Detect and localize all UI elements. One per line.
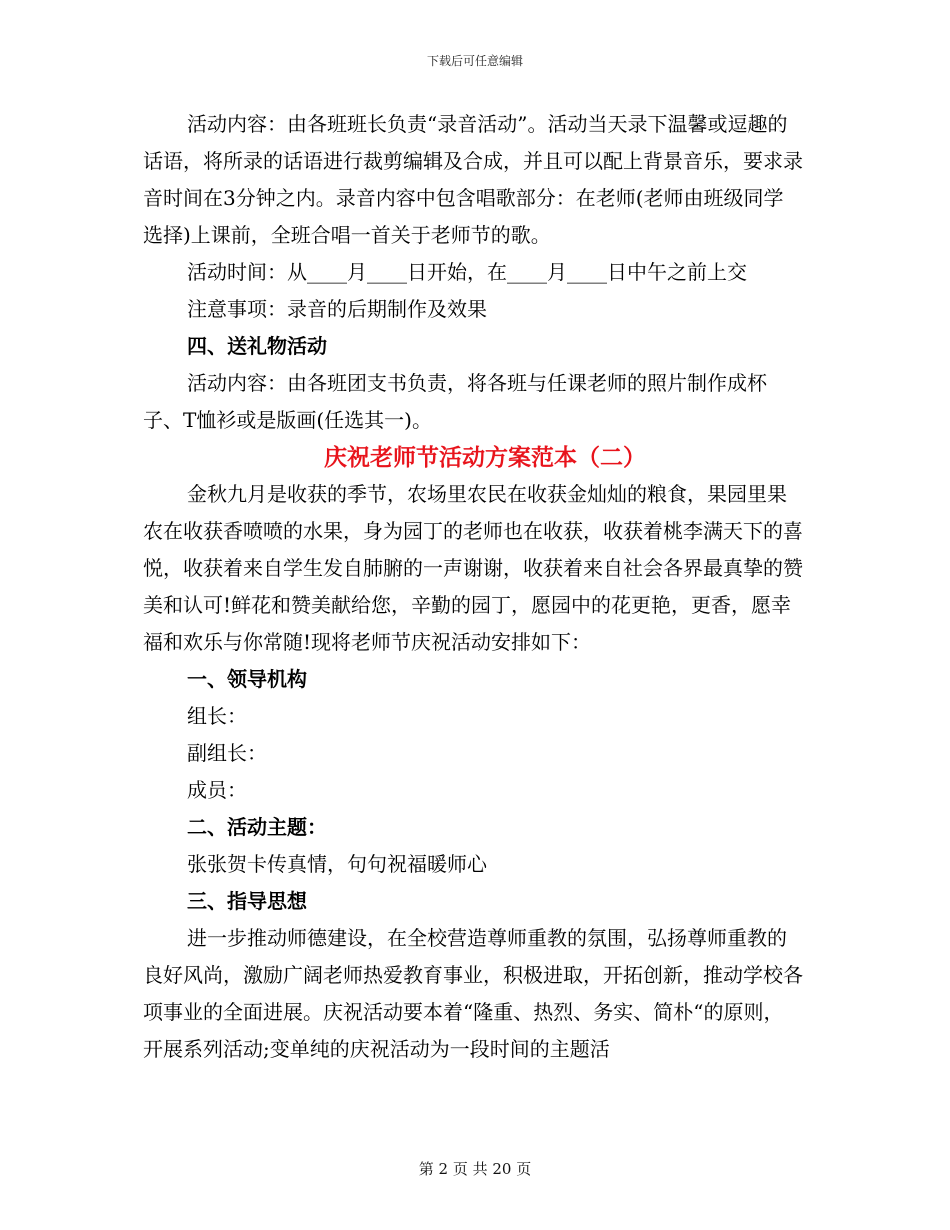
document-body bbox=[143, 106, 803, 1068]
paragraph-recording-content: 活动内容：由各班班长负责“录音活动”。活动当天录下温馨或逗趣的话语，将所录的话语进行裁剪编辑及合成，并且可以配上背景音乐，要求录音时间在3分钟之内。录音内容中包含唱歌部分：在老师(老师由班级同学选择)上课前，全班合唱一首关于老师节的歌。 bbox=[143, 112, 803, 247]
paragraph-activity-time: 活动时间：从____月____日开始，在____月____日中午之前上交 bbox=[187, 260, 747, 284]
field-leader: 组长： bbox=[187, 704, 247, 728]
section-heading-leadership: 一、领导机构 bbox=[187, 667, 307, 691]
section-heading-guiding-thought: 三、指导思想 bbox=[187, 889, 307, 913]
document-title: 庆祝老师节活动方案范本（二） bbox=[324, 444, 646, 471]
page-footer: 第 2 页 共 20 页 bbox=[418, 1160, 532, 1178]
section-heading-theme: 二、活动主题： bbox=[187, 815, 327, 839]
section-heading-gift: 四、送礼物活动 bbox=[187, 334, 327, 358]
field-members: 成员： bbox=[187, 778, 247, 802]
paragraph-gift-content: 活动内容：由各班团支书负责，将各班与任课老师的照片制作成杯子、T恤衫或是版画(任选其一)。 bbox=[143, 371, 767, 432]
paragraph-notes: 注意事项：录音的后期制作及效果 bbox=[187, 297, 487, 321]
paragraph-intro: 金秋九月是收获的季节，农场里农民在收获金灿灿的粮食，果园里果农在收获香喷喷的水果，身为园丁的老师也在收获，收获着桃李满天下的喜悦，收获着来自学生发自肺腑的一声谢谢，收获着来自社会各界最真挚的赞美和认可!鲜花和赞美献给您，辛勤的园丁，愿园中的花更艳，更香，愿幸福和欢乐与你常随!现将老师节庆祝活动安排如下： bbox=[143, 482, 803, 654]
paragraph-theme: 张张贺卡传真情，句句祝福暖师心 bbox=[187, 852, 487, 876]
page-header: 下载后可任意编辑 bbox=[426, 54, 523, 68]
paragraph-guiding-thought: 进一步推动师德建设，在全校营造尊师重教的氛围，弘扬尊师重教的良好风尚，激励广阔老师热爱教育事业，积极进取，开拓创新，推动学校各项事业的全面进展。庆祝活动要本着“隆重、热烈、务实、简朴“的原则，开展系列活动;变单纯的庆祝活动为一段时间的主题活 bbox=[143, 926, 803, 1061]
field-vice-leader: 副组长： bbox=[187, 741, 267, 765]
